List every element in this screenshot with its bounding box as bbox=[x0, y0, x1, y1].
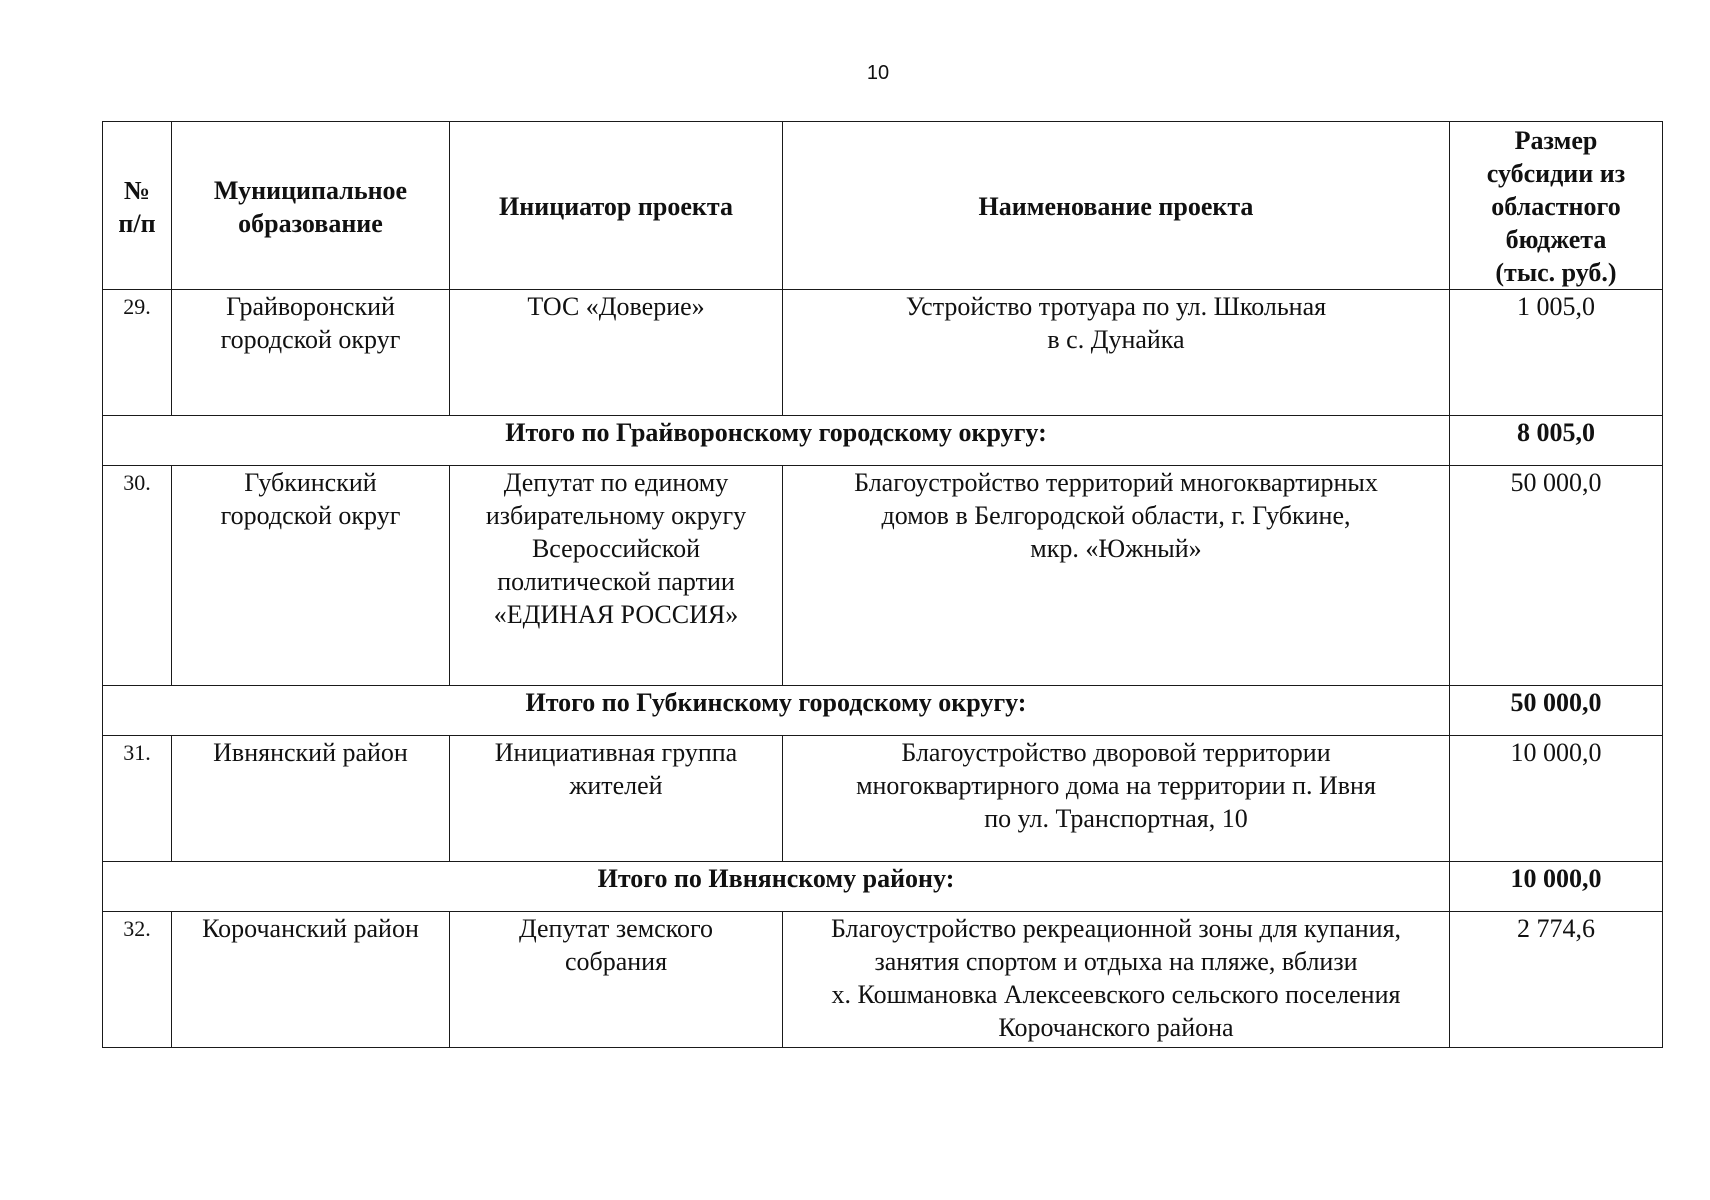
table-row bbox=[103, 912, 1663, 1048]
header-project: Наименование проекта bbox=[783, 122, 1450, 290]
row-municipality: Грайворонский городской округ bbox=[172, 290, 450, 416]
table-row bbox=[103, 736, 1663, 862]
row-project: Благоустройство дворовой территории многоквартирного дома на территории п. Ивня по ул. Транспортная, 10 bbox=[783, 736, 1450, 862]
total-label: Итого по Губкинскому городскому округу: bbox=[103, 686, 1450, 736]
page-number: 10 bbox=[866, 62, 890, 84]
total-amount: 8 005,0 bbox=[1450, 416, 1663, 466]
row-municipality: Губкинский городской округ bbox=[172, 466, 450, 686]
subsidy-table bbox=[102, 121, 1663, 1048]
header-subsidy: Размер субсидии из областного бюджета (тыс. руб.) bbox=[1450, 122, 1663, 290]
row-num: 29. bbox=[103, 290, 172, 416]
row-amount: 10 000,0 bbox=[1450, 736, 1663, 862]
total-row bbox=[103, 686, 1663, 736]
table-header-row bbox=[103, 122, 1663, 290]
row-initiator: Инициативная группа жителей bbox=[450, 736, 783, 862]
total-label: Итого по Грайворонскому городскому округу: bbox=[103, 416, 1450, 466]
table-row bbox=[103, 290, 1663, 416]
total-row bbox=[103, 416, 1663, 466]
row-municipality: Ивнянский район bbox=[172, 736, 450, 862]
row-project: Благоустройство территорий многоквартирных домов в Белгородской области, г. Губкине, мкр. «Южный» bbox=[783, 466, 1450, 686]
total-label: Итого по Ивнянскому району: bbox=[103, 862, 1450, 912]
row-initiator: Депутат по единому избирательному округу Всероссийской политической партии «ЕДИНАЯ РОССИЯ» bbox=[450, 466, 783, 686]
total-amount: 10 000,0 bbox=[1450, 862, 1663, 912]
row-amount: 2 774,6 bbox=[1450, 912, 1663, 1048]
row-project: Благоустройство рекреационной зоны для купания, занятия спортом и отдыха на пляже, вблизи х. Кошмановка Алексеевского сельского поселения Корочанского района bbox=[783, 912, 1450, 1048]
total-amount: 50 000,0 bbox=[1450, 686, 1663, 736]
row-amount: 50 000,0 bbox=[1450, 466, 1663, 686]
row-num: 30. bbox=[103, 466, 172, 686]
total-row bbox=[103, 862, 1663, 912]
header-municipality: Муниципальное образование bbox=[172, 122, 450, 290]
row-initiator: Депутат земского собрания bbox=[450, 912, 783, 1048]
row-amount: 1 005,0 bbox=[1450, 290, 1663, 416]
row-project: Устройство тротуара по ул. Школьная в с. Дунайка bbox=[783, 290, 1450, 416]
header-initiator: Инициатор проекта bbox=[450, 122, 783, 290]
row-num: 32. bbox=[103, 912, 172, 1048]
row-num: 31. bbox=[103, 736, 172, 862]
header-num: № п/п bbox=[103, 122, 172, 290]
table-row bbox=[103, 466, 1663, 686]
row-municipality: Корочанский район bbox=[172, 912, 450, 1048]
row-initiator: ТОС «Доверие» bbox=[450, 290, 783, 416]
